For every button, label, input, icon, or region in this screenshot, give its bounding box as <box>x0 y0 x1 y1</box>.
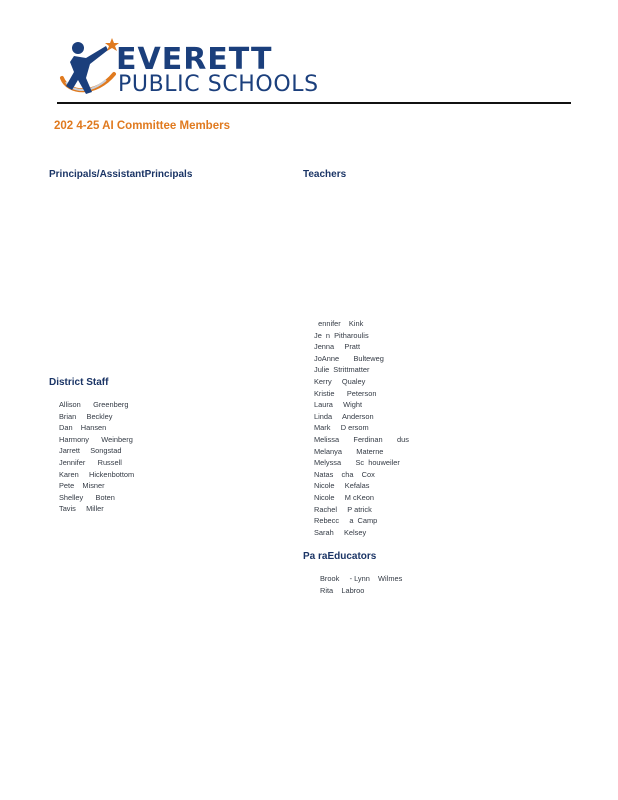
member-name: Brook - Lynn Wilmes <box>320 574 403 583</box>
member-name: Rita Labroo <box>320 585 365 595</box>
header-divider <box>57 102 571 104</box>
district-staff-heading: District Staff <box>49 377 109 388</box>
page-title: 202 4-25 AI Committee Members <box>54 120 230 132</box>
member-name: Tavis Miller <box>59 504 104 514</box>
member-name: Shelley Boten <box>59 492 115 502</box>
member-name: Nicole Kefalas <box>314 481 370 491</box>
principals-heading: Principals/AssistantPrincipals <box>49 169 193 180</box>
district-staff-list <box>59 399 134 515</box>
member-name: Melissa Ferdinan dus <box>314 434 409 444</box>
teachers-list <box>314 318 409 538</box>
member-name: Rebecc a Camp <box>314 516 378 526</box>
member-name: Natas cha Cox <box>314 469 375 479</box>
member-name: Brian Beckley <box>59 411 113 421</box>
member-name: Dan Hansen <box>59 423 107 433</box>
logo-text-everett: EVERETT <box>116 42 273 77</box>
member-name: Jenna Pratt <box>314 342 361 352</box>
member-name: Sarah Kelsey <box>314 527 367 537</box>
member-name: Melanya Materne <box>314 446 384 456</box>
member-name: Allison Greenberg <box>59 400 129 409</box>
member-name: Harmony Weinberg <box>59 434 133 444</box>
member-name: Laura Wight <box>314 400 363 410</box>
member-name: Pete Misner <box>59 481 105 491</box>
member-name: Kerry Qualey <box>314 376 366 386</box>
member-name: Jennifer Russell <box>59 457 122 467</box>
logo-text-public-schools: PUBLIC SCHOOLS <box>118 72 319 97</box>
member-name: Nicole M cKeon <box>314 492 374 502</box>
member-name: JoAnne Bulteweg <box>314 353 384 363</box>
paraeducators-list <box>320 573 402 596</box>
member-name: Kristie Peterson <box>314 388 377 398</box>
member-name: Karen Hickenbottom <box>59 469 135 479</box>
member-name: Melyssa Sc houweiler <box>314 458 400 468</box>
member-name: Je n Pitharoulis <box>314 330 369 340</box>
member-name: Jarrett Songstad <box>59 446 122 456</box>
paraeducators-heading: Pa raEducators <box>303 551 377 562</box>
member-name: Julie Strittmatter <box>314 365 370 375</box>
district-logo <box>56 34 336 98</box>
member-name: Linda Anderson <box>314 411 374 421</box>
member-name: Rachel P atrick <box>314 504 372 514</box>
member-name: Mark D ersom <box>314 423 369 433</box>
member-name: ennifer Kink <box>314 319 364 328</box>
teachers-heading: Teachers <box>303 169 347 180</box>
